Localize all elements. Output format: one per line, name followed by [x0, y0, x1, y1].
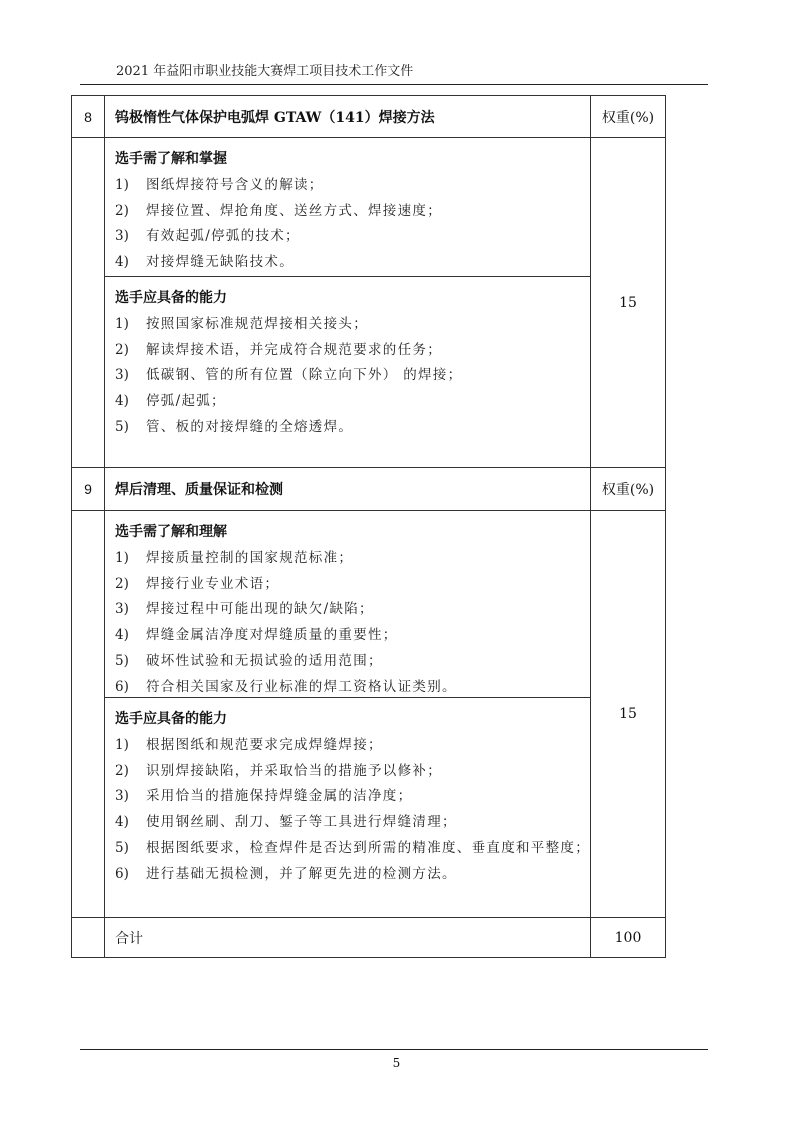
- list-item: [115, 862, 590, 888]
- item-text: 图纸焊接符号含义的解读；: [146, 176, 324, 193]
- item-number: 2): [115, 762, 129, 779]
- item-number: 5): [115, 418, 129, 435]
- empty-cell: [71, 510, 105, 918]
- item-text: 进行基础无损检测，并了解更先进的检测方法。: [146, 865, 457, 882]
- section-number: 9: [71, 467, 105, 511]
- weight-value: 15: [590, 510, 666, 918]
- item-number: 4): [115, 254, 129, 271]
- block-heading: 选手应具备的能力: [115, 711, 227, 727]
- list-item: [115, 623, 590, 649]
- item-number: 1): [115, 736, 129, 753]
- weight-label: 权重(%): [590, 95, 666, 138]
- section-body: [104, 137, 591, 468]
- item-text: 有效起弧/停弧的技术；: [146, 228, 300, 245]
- section-body: [104, 510, 591, 918]
- block-heading: 选手需了解和掌握: [115, 151, 227, 167]
- item-number: 3): [115, 228, 129, 245]
- item-number: 5): [115, 839, 129, 856]
- item-number: 1): [115, 549, 129, 566]
- item-number: 2): [115, 341, 129, 358]
- item-number: 6): [115, 865, 129, 882]
- list-item: [115, 810, 590, 836]
- item-number: 4): [115, 814, 129, 831]
- item-number: 3): [115, 788, 129, 805]
- item-number: 6): [115, 678, 129, 695]
- item-number: 2): [115, 202, 129, 219]
- item-number: 4): [115, 627, 129, 644]
- item-text: 按照国家标准规范焊接相关接头；: [146, 315, 368, 332]
- list-item: [115, 312, 590, 338]
- list-item: [115, 733, 590, 759]
- list-item: [115, 572, 590, 598]
- knowledge-block: [105, 138, 590, 277]
- block-heading: 选手应具备的能力: [115, 290, 227, 306]
- item-number: 3): [115, 601, 129, 618]
- footer-rule: [80, 1049, 708, 1050]
- item-number: 4): [115, 393, 129, 410]
- item-text: 焊接行业专业术语；: [146, 575, 280, 592]
- list-item: [115, 675, 590, 701]
- list-item: [115, 363, 590, 389]
- list-item: [115, 546, 590, 572]
- item-text: 识别焊接缺陷，并采取恰当的措施予以修补；: [146, 762, 442, 779]
- list-item: [115, 415, 590, 441]
- section-title: 焊后清理、质量保证和检测: [104, 467, 591, 511]
- item-number: 5): [115, 652, 129, 669]
- block-heading: 选手需了解和理解: [115, 524, 227, 540]
- item-text: 符合相关国家及行业标准的焊工资格认证类别。: [146, 678, 457, 695]
- list-item: [115, 784, 590, 810]
- header-rule: [80, 84, 708, 85]
- item-text: 采用恰当的措施保持焊缝金属的洁净度；: [146, 788, 413, 805]
- weight-value: 15: [590, 137, 666, 468]
- item-text: 停弧/起弧；: [146, 393, 226, 410]
- total-value: 100: [590, 917, 666, 958]
- item-text: 解读焊接术语，并完成符合规范要求的任务；: [146, 341, 442, 358]
- item-text: 对接焊缝无缺陷技术。: [146, 254, 294, 271]
- total-label: 合计: [104, 917, 591, 958]
- item-number: 1): [115, 176, 129, 193]
- list-item: [115, 199, 590, 225]
- item-number: 2): [115, 575, 129, 592]
- list-item: [115, 836, 590, 862]
- list-item: [115, 250, 590, 276]
- item-text: 焊接质量控制的国家规范标准；: [146, 549, 354, 566]
- item-text: 根据图纸要求，检查焊件是否达到所需的精准度、垂直度和平整度；: [146, 839, 590, 856]
- weight-label: 权重(%): [590, 467, 666, 511]
- running-header: 2021 年益阳市职业技能大赛焊工项目技术工作文件: [116, 64, 414, 79]
- list-item: [115, 389, 590, 415]
- list-item: [115, 224, 590, 250]
- knowledge-block: [105, 511, 590, 698]
- item-text: 低碳钢、管的所有位置（除立向下外） 的焊接；: [146, 367, 463, 384]
- item-text: 破坏性试验和无损试验的适用范围；: [146, 652, 383, 669]
- item-number: 1): [115, 315, 129, 332]
- section-title: 钨极惰性气体保护电弧焊 GTAW（141）焊接方法: [104, 95, 591, 138]
- list-item: [115, 173, 590, 199]
- item-text: 焊接过程中可能出现的缺欠/缺陷；: [146, 601, 374, 618]
- list-item: [115, 759, 590, 785]
- empty-cell: [71, 137, 105, 468]
- item-text: 焊缝金属洁净度对焊缝质量的重要性；: [146, 627, 398, 644]
- item-text: 使用钢丝刷、刮刀、錾子等工具进行焊缝清理；: [146, 814, 457, 831]
- skills-block: [105, 698, 590, 888]
- list-item: [115, 338, 590, 364]
- item-text: 根据图纸和规范要求完成焊缝焊接；: [146, 736, 383, 753]
- item-text: 管、板的对接焊缝的全熔透焊。: [146, 418, 354, 435]
- item-text: 焊接位置、焊抢角度、送丝方式、焊接速度；: [146, 202, 442, 219]
- skills-block: [105, 277, 590, 441]
- list-item: [115, 597, 590, 623]
- page-number: 5: [392, 1056, 401, 1070]
- item-number: 3): [115, 367, 129, 384]
- list-item: [115, 649, 590, 675]
- empty-cell: [71, 917, 105, 958]
- section-number: 8: [71, 95, 105, 138]
